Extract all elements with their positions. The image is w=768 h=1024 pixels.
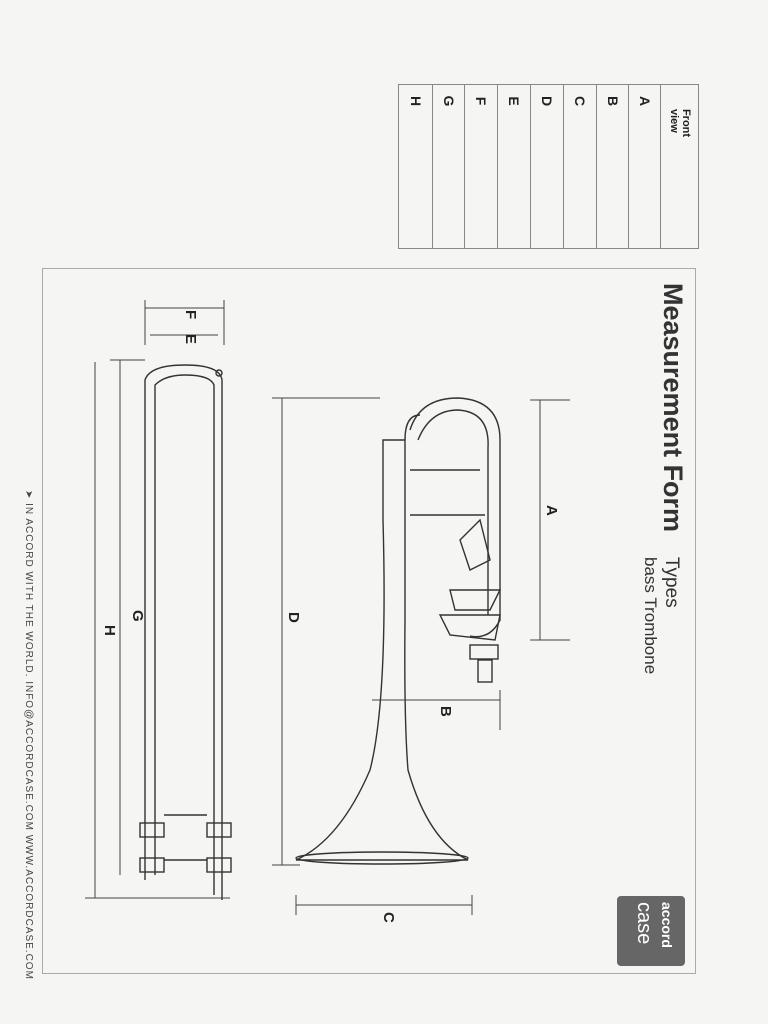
dim-label-f: F xyxy=(182,310,199,320)
row-label: A xyxy=(636,95,653,107)
dim-label-c: C xyxy=(380,912,397,923)
bell-neck xyxy=(405,415,420,440)
logo-line2: case xyxy=(633,902,655,945)
trombone-body-drawing xyxy=(296,398,500,864)
dimension-labels xyxy=(101,310,560,923)
row-label: E xyxy=(506,96,522,106)
slide-stocking-1 xyxy=(140,823,164,837)
dim-label-g: G xyxy=(129,610,146,622)
footer-text: ➤ IN ACCORD WITH THE WORLD. INFO@ACCORDCASE.COM WWW.ACCORDCASE.COM xyxy=(23,490,34,980)
valve-mid xyxy=(450,590,500,610)
dim-label-e: E xyxy=(182,334,199,345)
row-label: F xyxy=(473,96,489,106)
outer-loop xyxy=(410,398,500,637)
table-header-label: Front view xyxy=(667,108,692,138)
trigger xyxy=(470,645,498,659)
slide-stocking-3 xyxy=(140,858,164,872)
instrument-name: bass Trombone xyxy=(641,557,660,675)
valve-top xyxy=(460,520,490,570)
mouthpiece xyxy=(478,660,492,682)
dim-label-a: A xyxy=(543,505,560,516)
slide-drawing xyxy=(140,365,231,900)
slide-stocking-2 xyxy=(207,823,231,837)
bell-shape xyxy=(296,440,468,860)
slide-outer xyxy=(145,365,222,900)
slide-stocking-4 xyxy=(207,858,231,872)
logo-line1: accord xyxy=(659,902,675,948)
row-label: C xyxy=(572,95,588,107)
dim-label-d: D xyxy=(285,612,302,623)
row-label: H xyxy=(407,95,424,107)
inner-loop xyxy=(418,410,488,615)
row-label: B xyxy=(604,95,621,107)
page-title: Measurement Form xyxy=(658,283,688,533)
dim-label-h: H xyxy=(101,625,118,636)
types-label: Types xyxy=(661,557,682,608)
dim-label-b: B xyxy=(437,706,454,717)
bell-rim xyxy=(296,852,468,864)
slide-inner xyxy=(155,375,214,895)
row-label: D xyxy=(539,95,555,107)
row-label: G xyxy=(440,95,457,107)
